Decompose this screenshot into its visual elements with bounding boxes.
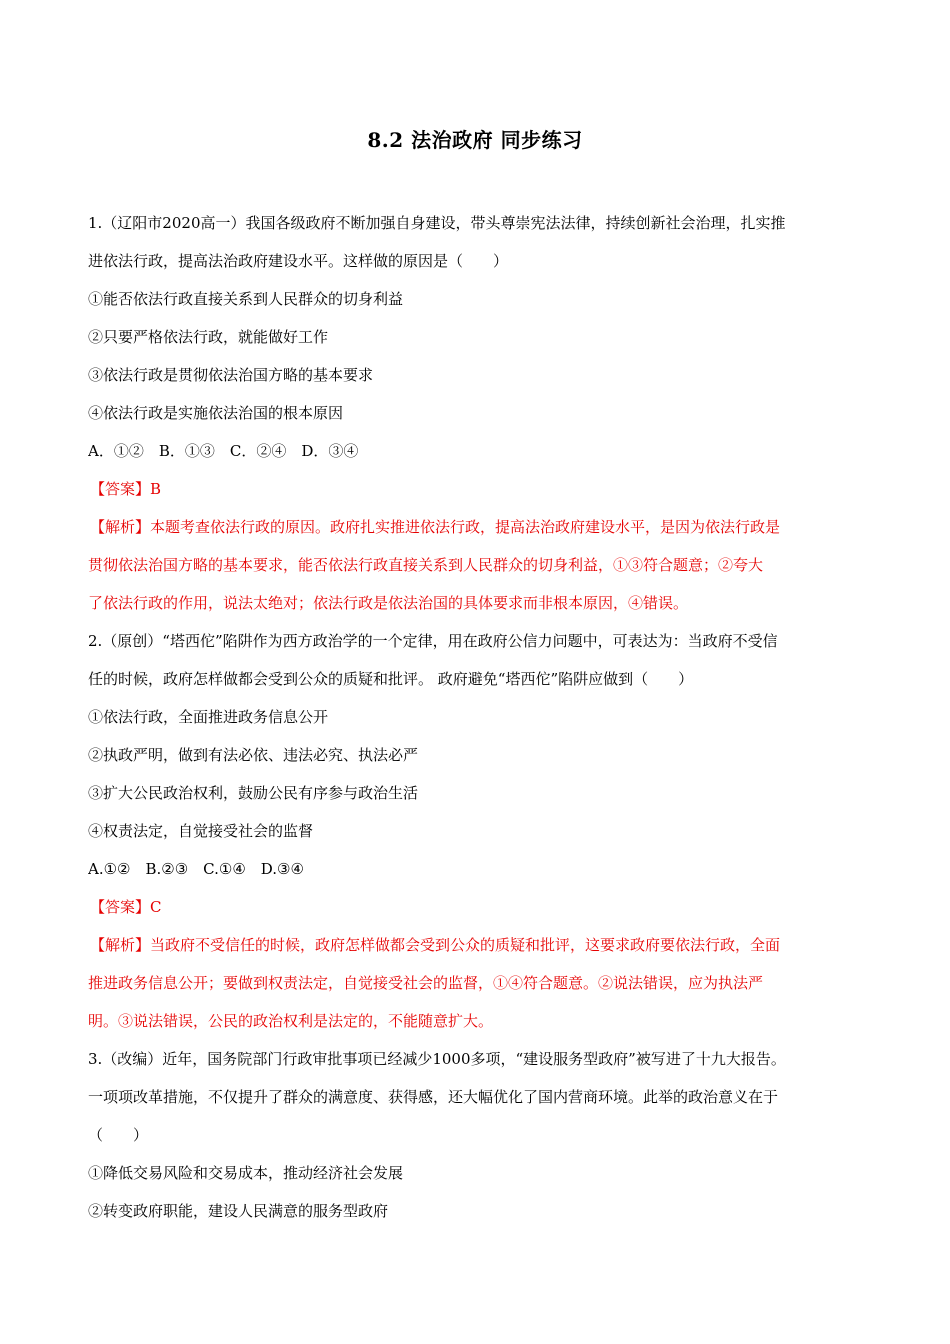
question-option: ④权责法定，自觉接受社会的监督 <box>88 822 314 840</box>
question-choices: A.①② B.②③ C.①④ D.③④ <box>88 860 304 878</box>
question-option: ②只要严格依法行政，就能做好工作 <box>88 328 329 346</box>
page-title: 8.2 法治政府 同步练习 <box>367 128 583 152</box>
analysis-line: 了依法行政的作用，说法太绝对；依法行政是依法治国的具体要求而非根本原因，④错误。 <box>88 594 689 612</box>
answer-label: 【答案】B <box>90 480 162 498</box>
question-stem-line: 进依法行政，提高法治政府建设水平。这样做的原因是（ ） <box>88 252 509 270</box>
question-stem-line: 一项项改革措施，不仅提升了群众的满意度、获得感，还大幅优化了国内营商环境。此举的政治意义在于 <box>88 1088 779 1106</box>
question-option: ①能否依法行政直接关系到人民群众的切身利益 <box>88 290 404 308</box>
analysis-line: 推进政务信息公开；要做到权责法定，自觉接受社会的监督，①④符合题意。②说法错误，应为执法严 <box>88 974 764 992</box>
question-choices: A．①② B．①③ C．②④ D．③④ <box>88 442 359 460</box>
question-option: ③依法行政是贯彻依法治国方略的基本要求 <box>88 366 374 384</box>
question-option: ①降低交易风险和交易成本，推动经济社会发展 <box>88 1164 404 1182</box>
answer-label: 【答案】C <box>90 898 162 916</box>
question-stem-line: （ ） <box>88 1126 149 1144</box>
question-3 <box>88 1040 868 1230</box>
analysis-line: 贯彻依法治国方略的基本要求，能否依法行政直接关系到人民群众的切身利益，①③符合题意；②夸大 <box>88 556 764 574</box>
question-1 <box>88 204 868 622</box>
question-option: ③扩大公民政治权利，鼓励公民有序参与政治生活 <box>88 784 419 802</box>
question-stem-line: 1.（辽阳市2020高一）我国各级政府不断加强自身建设，带头尊崇宪法法律，持续创新社会治理，扎实推 <box>88 214 786 232</box>
analysis-line: 【解析】本题考查依法行政的原因。政府扎实推进依法行政，提高法治政府建设水平，是因为依法行政是 <box>90 518 781 536</box>
question-option: ②转变政府职能，建设人民满意的服务型政府 <box>88 1202 389 1220</box>
question-stem-line: 2.（原创）“塔西佗”陷阱作为西方政治学的一个定律，用在政府公信力问题中，可表达为：当政府不受信 <box>88 632 778 650</box>
question-option: ④依法行政是实施依法治国的根本原因 <box>88 404 344 422</box>
question-stem-line: 任的时候，政府怎样做都会受到公众的质疑和批评。 政府避免“塔西佗”陷阱应做到（ ） <box>88 670 694 688</box>
question-2 <box>88 622 868 1040</box>
question-stem-line: 3.（改编）近年，国务院部门行政审批事项已经减少1000多项，“建设服务型政府”被写进了十九大报告。 <box>88 1050 786 1068</box>
analysis-line: 明。③说法错误，公民的政治权利是法定的，不能随意扩大。 <box>88 1012 494 1030</box>
question-option: ②执政严明，做到有法必依、违法必究、执法必严 <box>88 746 419 764</box>
document-body <box>88 204 868 1230</box>
question-option: ①依法行政，全面推进政务信息公开 <box>88 708 329 726</box>
analysis-line: 【解析】当政府不受信任的时候，政府怎样做都会受到公众的质疑和批评，这要求政府要依法行政，全面 <box>90 936 781 954</box>
